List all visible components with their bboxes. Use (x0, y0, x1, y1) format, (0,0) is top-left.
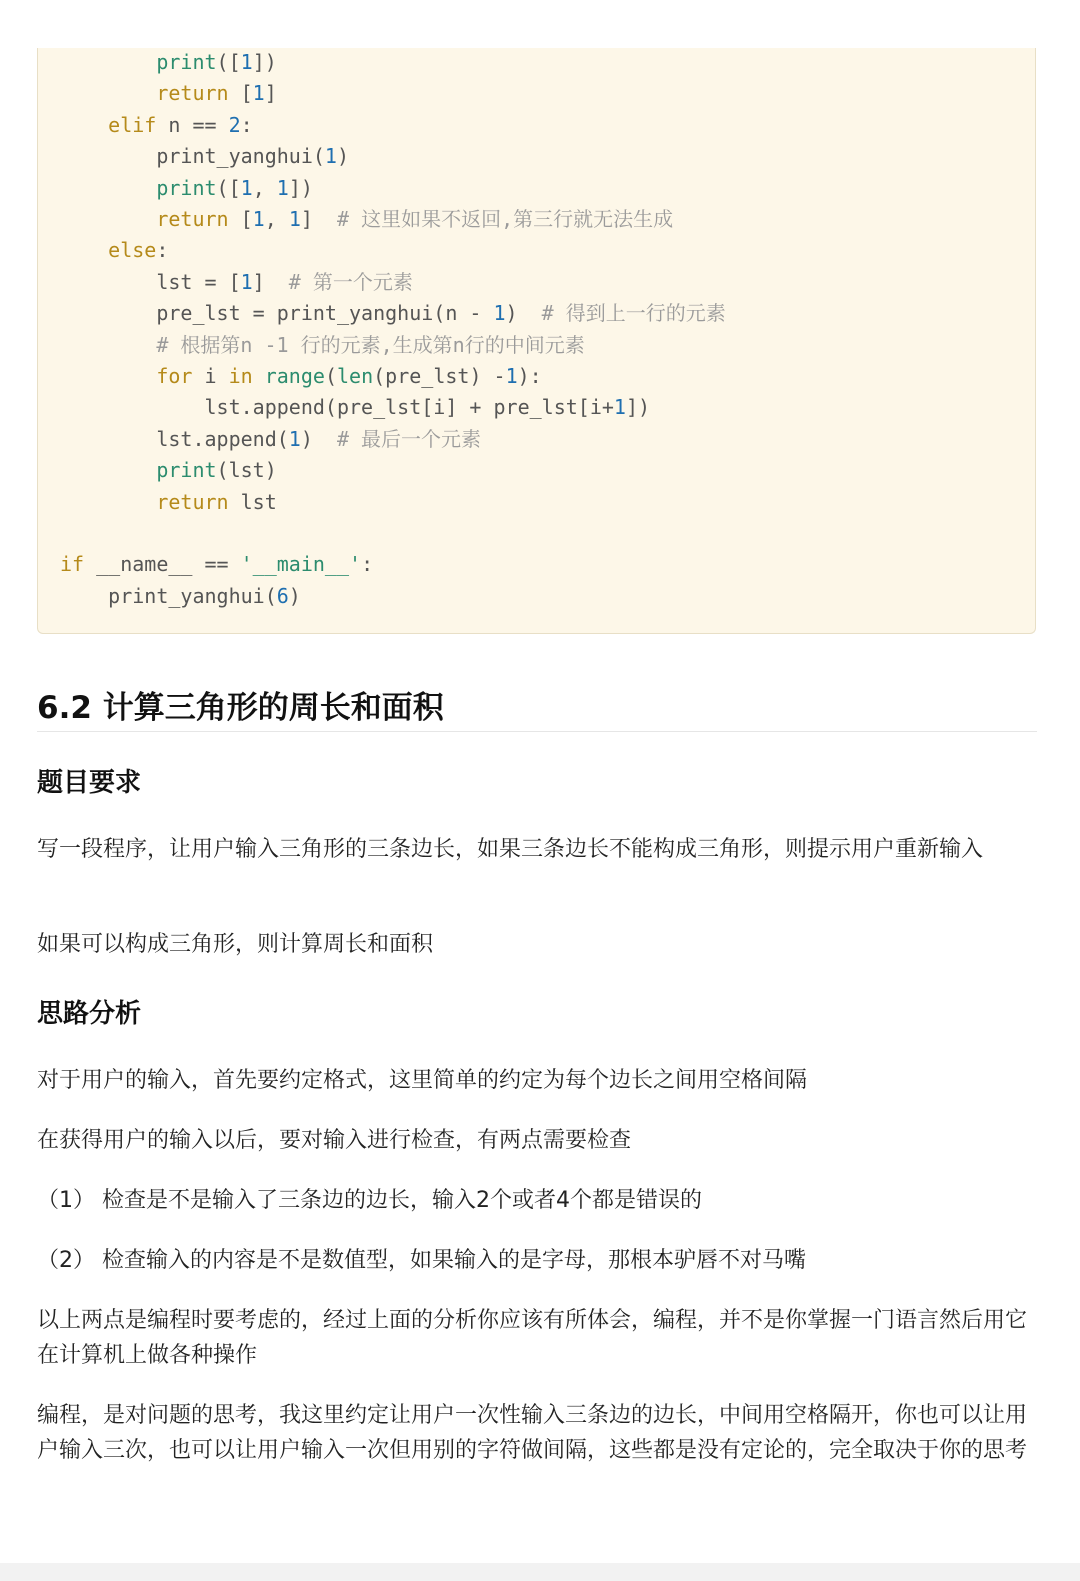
code-token: ] (264, 81, 277, 106)
code-line (60, 174, 313, 202)
code-token: # 根据第n -1 行的元素,生成第n行的中间元素 (156, 332, 585, 357)
section-title: 6.2 计算三角形的周长和面积 (37, 690, 444, 726)
code-token: ): (517, 364, 542, 388)
code-token: # 这里如果不返回,第三行就无法生成 (336, 207, 674, 231)
code-token: print_yanghui( (156, 144, 325, 169)
code-token: 6 (276, 583, 289, 608)
code-token: 1 (493, 301, 506, 326)
code-token: in (228, 364, 253, 388)
code-token: ) (505, 301, 542, 326)
code-token: n == (156, 112, 229, 137)
code-line (60, 111, 253, 139)
code-token: 1 (252, 81, 265, 106)
requirement-paragraph-1: 写一段程序，让用户输入三角形的三条边长，如果三条边长不能构成三角形，则提示用户重新输入 (37, 837, 984, 862)
code-token: 1 (505, 364, 518, 388)
code-token: 1 (240, 50, 253, 74)
code-token: (pre_lst) - (373, 364, 506, 388)
code-token (253, 364, 265, 388)
code-token: : (361, 552, 374, 577)
code-token: lst.append(pre_lst[i] + pre_lst[i+ (204, 395, 614, 420)
code-token: [ (228, 207, 253, 231)
code-token: 1 (613, 395, 626, 420)
code-token: ]) (625, 395, 651, 420)
requirement-paragraph-2: 如果可以构成三角形，则计算周长和面积 (37, 932, 434, 957)
analysis-paragraph-1: 对于用户的输入，首先要约定格式，这里简单的约定为每个边长之间用空格间隔 (37, 1068, 808, 1093)
code-token: lst (228, 489, 277, 514)
code-token: if (60, 552, 85, 577)
code-token: ( (324, 364, 337, 388)
divider (37, 731, 1037, 732)
code-token: 1 (324, 144, 337, 169)
code-token: return (156, 489, 229, 514)
code-token: 1 (240, 269, 253, 294)
code-token: [ (228, 81, 253, 106)
code-token: ) (300, 426, 337, 451)
analysis-check-1: （1） 检查是不是输入了三条边的边长，输入2个或者4个都是错误的 (37, 1188, 702, 1213)
code-token: # 最后一个元素 (336, 426, 482, 451)
code-token: len (336, 364, 374, 388)
code-token: , (264, 207, 289, 231)
code-token: __name__ == (84, 552, 241, 577)
code-token: ) (336, 144, 349, 169)
code-token: else (108, 238, 157, 263)
code-token: ) (288, 583, 301, 608)
code-token: return (156, 207, 229, 231)
analysis-paragraph-5: 以上两点是编程时要考虑的，经过上面的分析你应该有所体会，编程，并不是你掌握一门语言然后用它在计算机上做各种操作 (37, 1308, 1028, 1368)
code-token: 1 (288, 426, 301, 451)
code-token: for (156, 364, 193, 388)
code-token: # 得到上一行的元素 (541, 301, 726, 326)
code-token: 1 (276, 175, 289, 200)
analysis-check-2: （2） 检查输入的内容是不是数值型，如果输入的是字母，那根本驴唇不对马嘴 (37, 1248, 806, 1273)
code-token: elif (108, 112, 157, 137)
requirement-heading: 题目要求 (37, 768, 142, 798)
code-token: lst = [ (156, 269, 241, 294)
code-token: '__main__' (240, 552, 362, 577)
code-token: (lst) (216, 458, 277, 483)
code-line (60, 488, 277, 516)
code-token: , (252, 175, 277, 200)
code-line (60, 142, 349, 170)
code-line (60, 205, 673, 233)
code-token: 1 (288, 207, 301, 231)
code-token: ]) (252, 50, 277, 74)
code-token: 1 (252, 207, 265, 231)
code-line (60, 268, 413, 296)
analysis-paragraph-2: 在获得用户的输入以后，要对输入进行检查，有两点需要检查 (37, 1128, 632, 1153)
code-line (60, 425, 481, 453)
code-block (37, 48, 1036, 634)
analysis-paragraph-6: 编程，是对问题的思考，我这里约定让用户一次性输入三条边的边长，中间用空格隔开，你也可以让用户输入三次，也可以让用户输入一次但用别的字符做间隔，这些都是没有定论的，完全取决于你的思考 (37, 1403, 1028, 1463)
code-line (60, 48, 277, 76)
code-token: print (156, 458, 217, 483)
code-token: # 第一个元素 (288, 269, 413, 294)
code-line (60, 456, 277, 484)
code-line (60, 393, 650, 421)
code-line (60, 331, 585, 359)
code-line (60, 236, 168, 264)
code-line (60, 299, 726, 327)
code-token: print_yanghui( (108, 583, 277, 608)
code-line (60, 362, 542, 390)
code-token: range (264, 364, 325, 388)
code-token: ] (252, 269, 289, 294)
code-token: ] (300, 207, 337, 231)
code-line (60, 550, 373, 578)
analysis-heading: 思路分析 (37, 999, 142, 1029)
code-token: ([ (216, 50, 241, 74)
code-token: ]) (288, 175, 313, 200)
code-token: 1 (240, 175, 253, 200)
code-token: i (192, 364, 229, 388)
code-token: pre_lst = print_yanghui(n - (156, 301, 494, 326)
code-token: print (156, 50, 217, 74)
code-token: 2 (228, 112, 241, 137)
page-bottom-bar (0, 1563, 1080, 1581)
code-token: : (240, 112, 253, 137)
code-token: print (156, 175, 217, 200)
code-token: : (156, 238, 169, 263)
code-line (60, 79, 277, 107)
code-token: lst.append( (156, 426, 289, 451)
code-line (60, 582, 301, 610)
code-token: return (156, 81, 229, 106)
code-token: ([ (216, 175, 241, 200)
